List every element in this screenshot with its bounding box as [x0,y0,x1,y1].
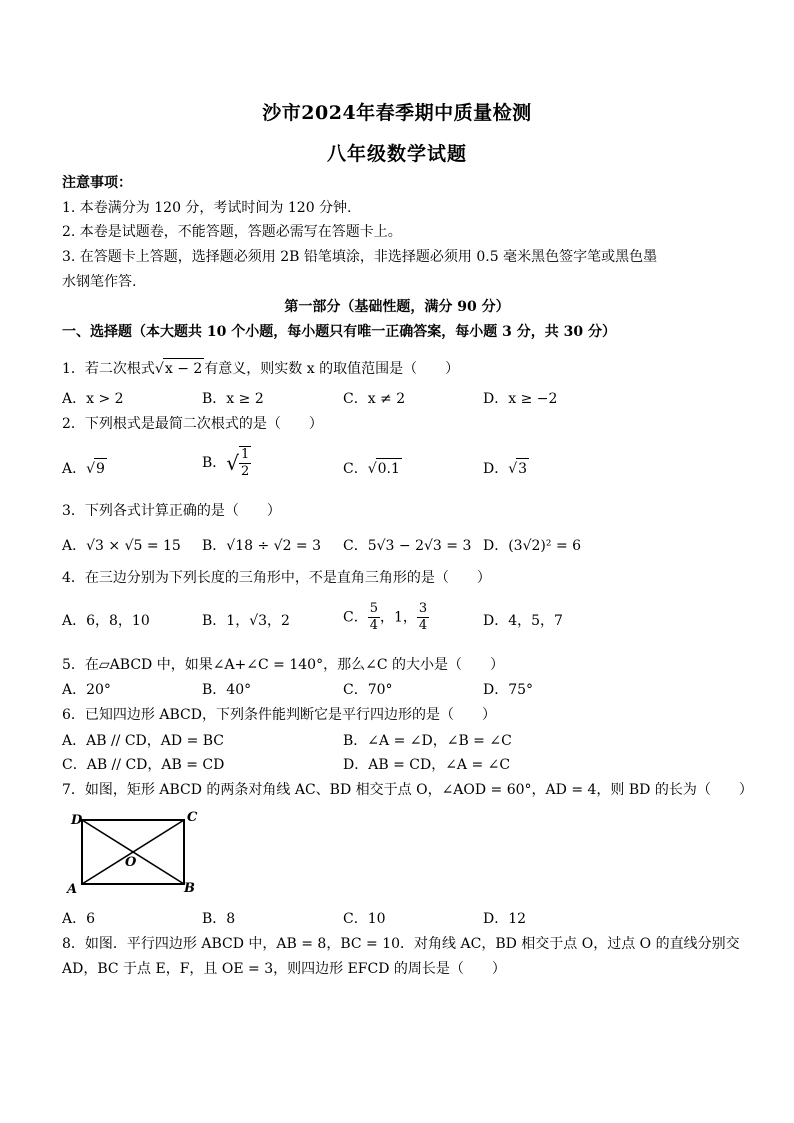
q2-option-a: A．√9 [62,458,107,479]
exam-title: 沙市2024年春季期中质量检测 [262,102,532,124]
question-8-line2: AD，BC 于点 E，F，且 OE = 3，则四边形 EFCD 的周长是（ ） [62,961,506,977]
label-o: O [125,855,137,870]
notice-heading: 注意事项： [62,175,132,191]
q1-option-d: D．x ≥ −2 [483,391,558,407]
q2-label-b: B． [202,455,227,471]
q1-pre: 1．若二次根式 [62,361,155,377]
q5-option-a: A．20° [62,682,111,698]
q6-option-c: C．AB // CD，AB = CD [62,757,225,773]
q7-option-d: D．12 [483,911,527,927]
q2-radicand-d: 3 [516,458,529,479]
q2-option-d: D．√3 [483,458,529,479]
notice-item: 2. 本卷是试题卷，不能答题，答题必需写在答题卡上。 [62,224,402,240]
q2-label-c: C． [343,461,368,477]
notice-item: 3. 在答题卡上答题，选择题必须用 2B 铅笔填涂，非选择题必须用 0.5 毫米黑色签字笔或黑色墨 [62,249,658,265]
q4-fraction-2 [417,601,429,634]
q2-frac-num: 1 [241,447,250,462]
q5-option-b: B．40° [202,682,252,698]
q1-option-b: B．x ≥ 2 [202,391,264,407]
question-7-stem: 7．如图，矩形 ABCD 的两条对角线 AC、BD 相交于点 O，∠AOD = 60°，AD = 4，则 BD 的长为（ ） [62,782,753,798]
q1-option-a: A．x > 2 [62,391,124,407]
q3-option-c: C．5√3 − 2√3 = 3 [343,538,472,554]
part1-heading: 第一部分（基础性题，满分 90 分） [284,299,510,315]
question-4-stem: 4．在三边分别为下列长度的三角形中，不是直角三角形的是（ ） [62,570,491,586]
q2-label-a: A． [62,461,87,477]
q4-frac2-den: 4 [418,618,428,633]
question-6-stem: 6．已知四边形 ABCD，下列条件能判断它是平行四边形的是（ ） [62,707,496,723]
q4-option-c [343,601,429,634]
q2-option-b: B．√ $\frac{1}{2}$ [202,447,250,479]
question-5-stem: 5．在▱ABCD 中，如果∠A+∠C = 140°，那么∠C 的大小是（ ） [62,657,504,673]
q3-option-a: A．√3 × √5 = 15 [62,538,181,554]
q2-radicand-c: 0.1 [376,458,402,479]
q2-radicand-a: 9 [94,458,107,479]
q6-option-b: B．∠A = ∠D，∠B = ∠C [343,733,512,749]
question-8-line1: 8．如图．平行四边形 ABCD 中，AB = 8，BC = 10．对角线 AC，BD 相交于点 O，过点 O 的直线分别交 [62,936,740,952]
q5-option-c: C．70° [343,682,393,698]
label-a: A [67,882,78,897]
q2-fraction [239,446,251,480]
q4-label-c: C． [343,609,368,626]
question-2-stem: 2．下列根式是最简二次根式的是（ ） [62,416,323,432]
section1-heading: 一、选择题（本大题共 10 个小题，每小题只有唯一正确答案，每小题 3 分，共 30 分） [62,324,616,340]
label-c: C [187,810,198,825]
label-b: B [184,881,195,896]
sqrt-expression: √x − 2 [155,358,204,379]
q4-frac2-num: 3 [418,601,428,616]
q4-c-mid: ，1， [380,609,417,626]
question-1-stem [62,358,459,379]
notice-item: 1. 本卷满分为 120 分，考试时间为 120 分钟. [62,200,352,216]
exam-subtitle: 八年级数学试题 [326,143,467,165]
q5-option-d: D．75° [483,682,534,698]
q4-frac1-den: 4 [369,618,378,633]
q1-post: 有意义，则实数 x 的取值范围是（ ） [204,361,460,377]
q2-option-c: C．√0.1 [343,458,402,479]
q7-option-a: A．6 [62,911,96,927]
q7-option-b: B．8 [202,911,236,927]
q4-frac1-num: 5 [369,601,378,616]
notice-item: 水钢笔作答. [62,274,137,290]
q4-option-d: D．4，5，7 [483,613,563,629]
q3-option-b: B．√18 ÷ √2 = 3 [202,538,322,554]
q4-option-a: A．6，8，10 [62,613,150,629]
q6-option-d: D．AB = CD，∠A = ∠C [343,757,511,773]
q1-option-c: C．x ≠ 2 [343,391,406,407]
label-d: D [71,813,83,828]
q2-label-d: D． [483,461,509,477]
rectangle-figure [62,808,212,898]
q1-radicand: x − 2 [163,358,204,379]
q4-fraction-1 [368,601,380,634]
q6-option-a: A．AB // CD，AD = BC [62,733,225,749]
q3-option-d: D．(3√2)² = 6 [483,538,582,554]
q7-option-c: C．10 [343,911,386,927]
question-3-stem: 3．下列各式计算正确的是（ ） [62,503,281,519]
q2-frac-den: 2 [241,464,250,479]
q4-option-b: B．1，√3，2 [202,613,290,629]
